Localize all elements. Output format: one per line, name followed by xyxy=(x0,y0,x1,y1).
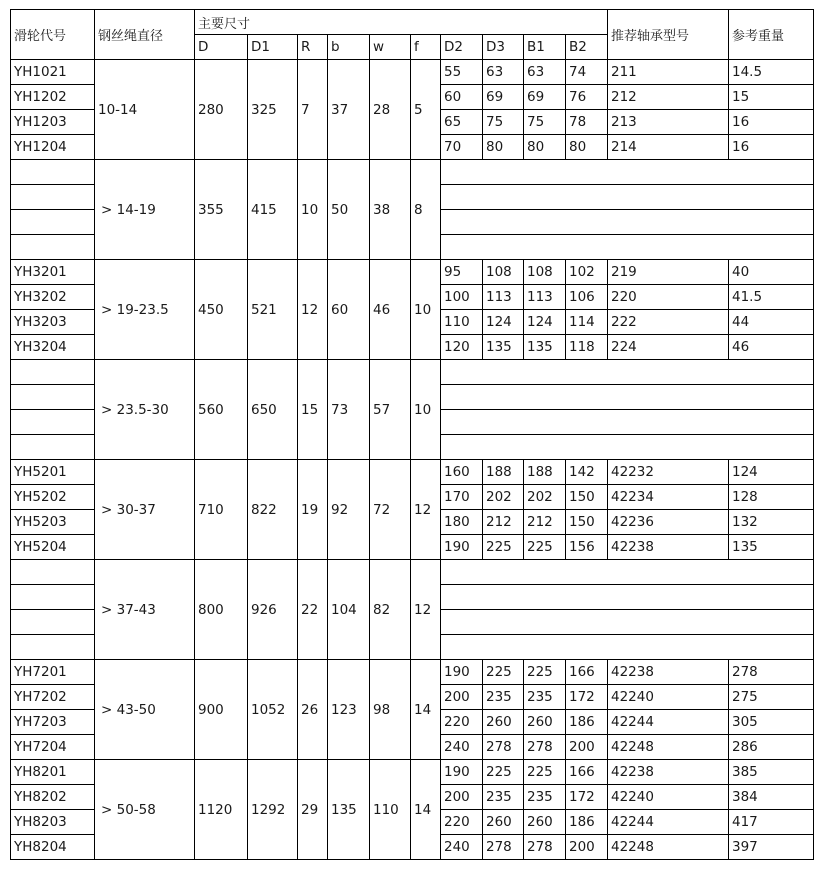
header-code: 滑轮代号 xyxy=(10,9,95,60)
empty-row-cell xyxy=(440,634,814,660)
dim-d1-cell: 650 xyxy=(247,359,298,460)
dim-d3-cell: 278 xyxy=(482,834,524,860)
dim-d2-cell: 160 xyxy=(440,459,483,485)
rope-diameter-cell: > 14-19 xyxy=(94,159,195,260)
dim-d2-cell: 55 xyxy=(440,59,483,85)
dim-b2-cell: 114 xyxy=(565,309,608,335)
dim-b1-cell: 225 xyxy=(523,759,566,785)
dim-d2-cell: 170 xyxy=(440,484,483,510)
dim-r-cell: 15 xyxy=(297,359,328,460)
bearing-cell: 42234 xyxy=(607,484,729,510)
bearing-cell: 222 xyxy=(607,309,729,335)
empty-code-cell xyxy=(10,634,95,660)
rope-diameter-cell: > 19-23.5 xyxy=(94,259,195,360)
empty-code-cell xyxy=(10,609,95,635)
dim-w-cell: 98 xyxy=(369,659,411,760)
weight-cell: 14.5 xyxy=(728,59,814,85)
weight-cell: 278 xyxy=(728,659,814,685)
weight-cell: 397 xyxy=(728,834,814,860)
pulley-code-cell: YH1203 xyxy=(10,109,95,135)
bearing-cell: 212 xyxy=(607,84,729,110)
bearing-cell: 219 xyxy=(607,259,729,285)
bearing-cell: 42240 xyxy=(607,684,729,710)
dim-d3-cell: 225 xyxy=(482,659,524,685)
empty-code-cell xyxy=(10,209,95,235)
dim-w-cell: 57 xyxy=(369,359,411,460)
weight-cell: 286 xyxy=(728,734,814,760)
header-dim-r: R xyxy=(297,34,328,60)
weight-cell: 40 xyxy=(728,259,814,285)
rope-diameter-cell: > 43-50 xyxy=(94,659,195,760)
dim-d-cell: 355 xyxy=(194,159,248,260)
dim-b1-cell: 69 xyxy=(523,84,566,110)
dim-d2-cell: 200 xyxy=(440,684,483,710)
dim-b1-cell: 278 xyxy=(523,834,566,860)
dim-b2-cell: 156 xyxy=(565,534,608,560)
bearing-cell: 42238 xyxy=(607,659,729,685)
header-rope-diameter: 钢丝绳直径 xyxy=(94,9,195,60)
rope-diameter-cell: 10-14 xyxy=(94,59,195,160)
dim-b1-cell: 225 xyxy=(523,534,566,560)
header-dim-w: w xyxy=(369,34,411,60)
dim-d3-cell: 278 xyxy=(482,734,524,760)
dim-d1-cell: 1292 xyxy=(247,759,298,860)
dim-r-cell: 10 xyxy=(297,159,328,260)
bearing-cell: 214 xyxy=(607,134,729,160)
dim-d1-cell: 325 xyxy=(247,59,298,160)
pulley-code-cell: YH5202 xyxy=(10,484,95,510)
weight-cell: 124 xyxy=(728,459,814,485)
header-main-dimensions: 主要尺寸 xyxy=(194,9,608,35)
pulley-code-cell: YH7204 xyxy=(10,734,95,760)
dim-d3-cell: 235 xyxy=(482,784,524,810)
header-dim-d: D xyxy=(194,34,248,60)
pulley-code-cell: YH3203 xyxy=(10,309,95,335)
dim-b2-cell: 118 xyxy=(565,334,608,360)
empty-code-cell xyxy=(10,359,95,385)
dim-f-cell: 12 xyxy=(410,459,441,560)
rope-diameter-cell: > 37-43 xyxy=(94,559,195,660)
empty-code-cell xyxy=(10,584,95,610)
header-dim-d2: D2 xyxy=(440,34,483,60)
dim-b2-cell: 166 xyxy=(565,759,608,785)
empty-row-cell xyxy=(440,359,814,385)
bearing-cell: 42240 xyxy=(607,784,729,810)
dim-d-cell: 1120 xyxy=(194,759,248,860)
dim-r-cell: 19 xyxy=(297,459,328,560)
dim-d-cell: 800 xyxy=(194,559,248,660)
header-dim-b1: B1 xyxy=(523,34,566,60)
weight-cell: 132 xyxy=(728,509,814,535)
bearing-cell: 211 xyxy=(607,59,729,85)
empty-row-cell xyxy=(440,609,814,635)
dim-f-cell: 5 xyxy=(410,59,441,160)
dim-d3-cell: 260 xyxy=(482,709,524,735)
weight-cell: 128 xyxy=(728,484,814,510)
empty-row-cell xyxy=(440,584,814,610)
empty-row-cell xyxy=(440,384,814,410)
empty-code-cell xyxy=(10,434,95,460)
rope-diameter-cell: > 30-37 xyxy=(94,459,195,560)
dim-d1-cell: 1052 xyxy=(247,659,298,760)
bearing-cell: 42236 xyxy=(607,509,729,535)
dim-d3-cell: 124 xyxy=(482,309,524,335)
dim-w-cell: 110 xyxy=(369,759,411,860)
dim-d3-cell: 212 xyxy=(482,509,524,535)
dim-d3-cell: 235 xyxy=(482,684,524,710)
dim-f-cell: 12 xyxy=(410,559,441,660)
bearing-cell: 224 xyxy=(607,334,729,360)
empty-code-cell xyxy=(10,234,95,260)
empty-code-cell xyxy=(10,384,95,410)
dim-b1-cell: 278 xyxy=(523,734,566,760)
weight-cell: 385 xyxy=(728,759,814,785)
dim-d3-cell: 188 xyxy=(482,459,524,485)
bearing-cell: 42248 xyxy=(607,734,729,760)
dim-d2-cell: 190 xyxy=(440,534,483,560)
pulley-code-cell: YH3201 xyxy=(10,259,95,285)
dim-d3-cell: 225 xyxy=(482,534,524,560)
dim-d2-cell: 180 xyxy=(440,509,483,535)
empty-row-cell xyxy=(440,559,814,585)
weight-cell: 417 xyxy=(728,809,814,835)
dim-d3-cell: 135 xyxy=(482,334,524,360)
dim-r-cell: 29 xyxy=(297,759,328,860)
dim-b-cell: 37 xyxy=(327,59,370,160)
pulley-code-cell: YH5203 xyxy=(10,509,95,535)
dim-b-cell: 123 xyxy=(327,659,370,760)
dim-b2-cell: 80 xyxy=(565,134,608,160)
dim-b1-cell: 135 xyxy=(523,334,566,360)
rope-diameter-cell: > 50-58 xyxy=(94,759,195,860)
dim-b1-cell: 124 xyxy=(523,309,566,335)
empty-row-cell xyxy=(440,159,814,185)
dim-d1-cell: 926 xyxy=(247,559,298,660)
header-dim-d3: D3 xyxy=(482,34,524,60)
dim-d2-cell: 60 xyxy=(440,84,483,110)
dim-b1-cell: 235 xyxy=(523,784,566,810)
pulley-code-cell: YH3204 xyxy=(10,334,95,360)
empty-row-cell xyxy=(440,234,814,260)
dim-b2-cell: 186 xyxy=(565,809,608,835)
dim-b2-cell: 106 xyxy=(565,284,608,310)
bearing-cell: 42248 xyxy=(607,834,729,860)
rope-diameter-cell: > 23.5-30 xyxy=(94,359,195,460)
dim-b2-cell: 150 xyxy=(565,484,608,510)
dim-d2-cell: 200 xyxy=(440,784,483,810)
dim-b2-cell: 74 xyxy=(565,59,608,85)
empty-code-cell xyxy=(10,184,95,210)
dim-b2-cell: 186 xyxy=(565,709,608,735)
dim-d2-cell: 190 xyxy=(440,659,483,685)
dim-b2-cell: 76 xyxy=(565,84,608,110)
dim-b2-cell: 200 xyxy=(565,734,608,760)
dim-d-cell: 560 xyxy=(194,359,248,460)
bearing-cell: 42238 xyxy=(607,534,729,560)
dim-d2-cell: 100 xyxy=(440,284,483,310)
dim-f-cell: 10 xyxy=(410,259,441,360)
dim-b-cell: 50 xyxy=(327,159,370,260)
empty-code-cell xyxy=(10,409,95,435)
dim-d3-cell: 113 xyxy=(482,284,524,310)
dim-f-cell: 10 xyxy=(410,359,441,460)
pulley-code-cell: YH1204 xyxy=(10,134,95,160)
dim-d3-cell: 63 xyxy=(482,59,524,85)
dim-d1-cell: 822 xyxy=(247,459,298,560)
dim-b1-cell: 188 xyxy=(523,459,566,485)
dim-f-cell: 14 xyxy=(410,759,441,860)
dim-d3-cell: 202 xyxy=(482,484,524,510)
dim-d2-cell: 240 xyxy=(440,834,483,860)
dim-b2-cell: 172 xyxy=(565,684,608,710)
dim-b2-cell: 142 xyxy=(565,459,608,485)
dim-d-cell: 900 xyxy=(194,659,248,760)
dim-d3-cell: 75 xyxy=(482,109,524,135)
dim-b1-cell: 202 xyxy=(523,484,566,510)
dim-b-cell: 73 xyxy=(327,359,370,460)
dim-f-cell: 14 xyxy=(410,659,441,760)
empty-code-cell xyxy=(10,159,95,185)
weight-cell: 15 xyxy=(728,84,814,110)
header-bearing: 推荐轴承型号 xyxy=(607,9,729,60)
weight-cell: 44 xyxy=(728,309,814,335)
pulley-code-cell: YH7203 xyxy=(10,709,95,735)
dim-b1-cell: 108 xyxy=(523,259,566,285)
pulley-code-cell: YH8201 xyxy=(10,759,95,785)
dim-d1-cell: 521 xyxy=(247,259,298,360)
bearing-cell: 42232 xyxy=(607,459,729,485)
pulley-code-cell: YH3202 xyxy=(10,284,95,310)
header-dim-b: b xyxy=(327,34,370,60)
dim-b1-cell: 260 xyxy=(523,709,566,735)
weight-cell: 16 xyxy=(728,134,814,160)
pulley-code-cell: YH8204 xyxy=(10,834,95,860)
dim-b1-cell: 63 xyxy=(523,59,566,85)
dim-b1-cell: 235 xyxy=(523,684,566,710)
dim-r-cell: 22 xyxy=(297,559,328,660)
dim-b1-cell: 113 xyxy=(523,284,566,310)
pulley-code-cell: YH1202 xyxy=(10,84,95,110)
dim-d3-cell: 225 xyxy=(482,759,524,785)
dim-b2-cell: 78 xyxy=(565,109,608,135)
dim-d1-cell: 415 xyxy=(247,159,298,260)
weight-cell: 16 xyxy=(728,109,814,135)
dim-d2-cell: 95 xyxy=(440,259,483,285)
pulley-code-cell: YH7201 xyxy=(10,659,95,685)
weight-cell: 305 xyxy=(728,709,814,735)
weight-cell: 384 xyxy=(728,784,814,810)
dim-d2-cell: 240 xyxy=(440,734,483,760)
dim-w-cell: 28 xyxy=(369,59,411,160)
weight-cell: 275 xyxy=(728,684,814,710)
dim-d2-cell: 110 xyxy=(440,309,483,335)
dim-b-cell: 60 xyxy=(327,259,370,360)
pulley-code-cell: YH8203 xyxy=(10,809,95,835)
weight-cell: 135 xyxy=(728,534,814,560)
dim-r-cell: 7 xyxy=(297,59,328,160)
dim-b1-cell: 75 xyxy=(523,109,566,135)
weight-cell: 41.5 xyxy=(728,284,814,310)
pulley-code-cell: YH5204 xyxy=(10,534,95,560)
dim-b2-cell: 102 xyxy=(565,259,608,285)
dim-d2-cell: 65 xyxy=(440,109,483,135)
dim-r-cell: 12 xyxy=(297,259,328,360)
dim-d3-cell: 69 xyxy=(482,84,524,110)
empty-row-cell xyxy=(440,434,814,460)
empty-row-cell xyxy=(440,409,814,435)
dim-b-cell: 104 xyxy=(327,559,370,660)
dim-b2-cell: 150 xyxy=(565,509,608,535)
pulley-code-cell: YH1021 xyxy=(10,59,95,85)
dim-b2-cell: 200 xyxy=(565,834,608,860)
bearing-cell: 42238 xyxy=(607,759,729,785)
dim-b1-cell: 225 xyxy=(523,659,566,685)
dim-b1-cell: 80 xyxy=(523,134,566,160)
dim-d-cell: 450 xyxy=(194,259,248,360)
dim-d3-cell: 260 xyxy=(482,809,524,835)
bearing-cell: 42244 xyxy=(607,709,729,735)
dim-d3-cell: 80 xyxy=(482,134,524,160)
header-weight: 参考重量 xyxy=(728,9,814,60)
header-dim-b2: B2 xyxy=(565,34,608,60)
weight-cell: 46 xyxy=(728,334,814,360)
dim-d2-cell: 220 xyxy=(440,809,483,835)
dim-b2-cell: 166 xyxy=(565,659,608,685)
dim-b2-cell: 172 xyxy=(565,784,608,810)
dim-d2-cell: 70 xyxy=(440,134,483,160)
pulley-code-cell: YH8202 xyxy=(10,784,95,810)
bearing-cell: 220 xyxy=(607,284,729,310)
empty-row-cell xyxy=(440,184,814,210)
dim-b-cell: 135 xyxy=(327,759,370,860)
dim-d-cell: 280 xyxy=(194,59,248,160)
dim-w-cell: 82 xyxy=(369,559,411,660)
empty-code-cell xyxy=(10,559,95,585)
bearing-cell: 42244 xyxy=(607,809,729,835)
dim-b-cell: 92 xyxy=(327,459,370,560)
dim-w-cell: 72 xyxy=(369,459,411,560)
dim-d3-cell: 108 xyxy=(482,259,524,285)
dim-r-cell: 26 xyxy=(297,659,328,760)
bearing-cell: 213 xyxy=(607,109,729,135)
dim-f-cell: 8 xyxy=(410,159,441,260)
dim-b1-cell: 212 xyxy=(523,509,566,535)
dim-d2-cell: 190 xyxy=(440,759,483,785)
dim-w-cell: 46 xyxy=(369,259,411,360)
header-dim-f: f xyxy=(410,34,441,60)
pulley-code-cell: YH7202 xyxy=(10,684,95,710)
header-dim-d1: D1 xyxy=(247,34,298,60)
pulley-code-cell: YH5201 xyxy=(10,459,95,485)
dim-d2-cell: 220 xyxy=(440,709,483,735)
dim-b1-cell: 260 xyxy=(523,809,566,835)
empty-row-cell xyxy=(440,209,814,235)
dim-d-cell: 710 xyxy=(194,459,248,560)
dim-d2-cell: 120 xyxy=(440,334,483,360)
dim-w-cell: 38 xyxy=(369,159,411,260)
